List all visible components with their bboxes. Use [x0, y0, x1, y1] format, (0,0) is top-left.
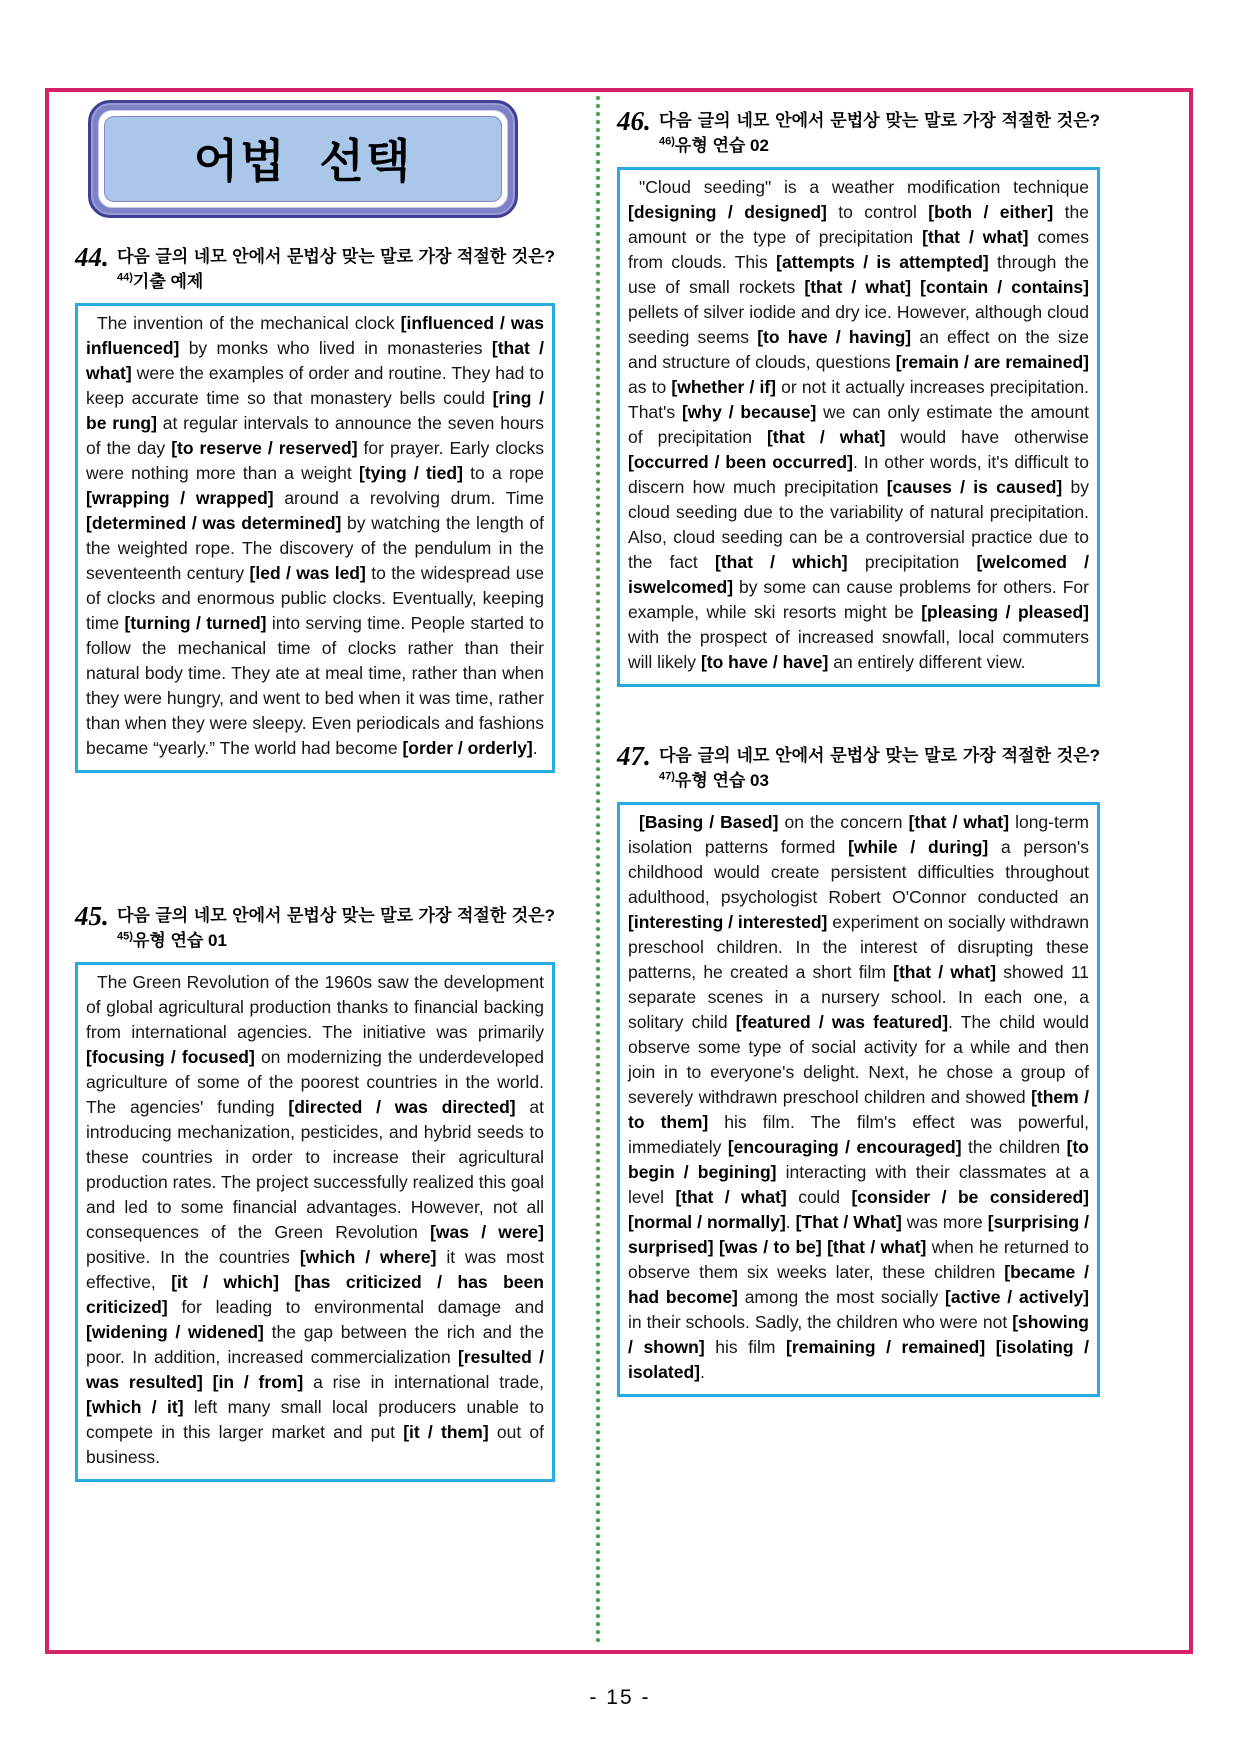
choice-bracket: [while / during] [848, 837, 989, 857]
question-prompt-text: 다음 글의 네모 안에서 문법상 맞는 말로 가장 적절한 것은? [659, 746, 1100, 765]
choice-bracket: [directed / was directed] [288, 1097, 516, 1117]
passage-fragment: would have otherwise [885, 427, 1090, 447]
passage-fragment [911, 277, 920, 297]
choice-bracket: [contain / contains] [920, 277, 1089, 297]
passage-fragment: as to [628, 377, 672, 397]
choice-bracket: [showing / shown] [628, 1312, 1089, 1357]
title-banner [88, 100, 518, 218]
passage-fragment: his film. The film's effect was powerful, immediately [628, 1112, 1089, 1157]
passage-fragment: for leading to environmental damage and [167, 1297, 544, 1317]
passage-fragment: a rise in international trade, [303, 1372, 544, 1392]
choice-bracket: [that / which] [715, 552, 848, 572]
question-prompt-text: 다음 글의 네모 안에서 문법상 맞는 말로 가장 적절한 것은? [117, 906, 555, 925]
page-title: 어법 선택 [193, 135, 413, 187]
choice-bracket: [order / orderly] [402, 738, 533, 758]
question-45-header [75, 903, 555, 953]
passage-fragment: positive. In the countries [86, 1247, 300, 1267]
choice-bracket: [surprising / surprised] [628, 1212, 1090, 1257]
passage-text [86, 970, 544, 1470]
choice-bracket: [Basing / Based] [639, 812, 779, 832]
passage-fragment: at regular intervals to announce the seven hours of the day [86, 413, 544, 458]
passage-fragment: . [532, 738, 538, 758]
choice-bracket: [ring / be rung] [86, 388, 544, 433]
question-source-tag: 유형 연습 01 [132, 931, 227, 950]
choice-bracket: [isolating / isolated] [628, 1337, 1090, 1382]
choice-bracket: [pleasing / pleased] [921, 602, 1089, 622]
page-number: - 15 - [589, 1686, 651, 1709]
passage-fragment: on modernizing the underdeveloped agriculture of some of the poorest countries in the world. The agencies' funding [86, 1047, 545, 1117]
question-prompt [659, 743, 1100, 793]
question-source-tag: 유형 연습 02 [674, 136, 769, 155]
column-divider [596, 96, 600, 1644]
choice-bracket: [That / What] [795, 1212, 902, 1232]
question-prompt-text: 다음 글의 네모 안에서 문법상 맞는 말로 가장 적절한 것은? [659, 111, 1100, 130]
passage-fragment: . [699, 1362, 705, 1382]
passage-fragment: The Green Revolution of the 1960s saw the development of global agricultural production thanks to financial backing from international agencies. The initiative was primarily [86, 972, 544, 1042]
passage-fragment [279, 1272, 294, 1292]
question-47-header [617, 743, 1100, 793]
passage-fragment: it was most effective, [86, 1247, 544, 1292]
passage-fragment: an entirely different view. [828, 652, 1026, 672]
choice-bracket: [turning / turned] [124, 613, 267, 633]
choice-bracket: [it / which] [171, 1272, 279, 1292]
choice-bracket: [that / what] [86, 338, 544, 383]
passage-fragment: for prayer. Early clocks were nothing more than a weight [86, 438, 544, 483]
question-44-header [75, 244, 555, 294]
choice-bracket: [that / what] [893, 962, 997, 982]
passage-fragment: when he returned to observe them six weeks later, these children [628, 1237, 1090, 1282]
choice-bracket: [to have / having] [757, 327, 912, 347]
passage-fragment: . [785, 1212, 796, 1232]
choice-bracket: [interesting / interested] [628, 912, 828, 932]
question-number: 47. [617, 741, 651, 771]
choice-bracket: [became / had become] [628, 1262, 1089, 1307]
passage-text [628, 175, 1089, 675]
passage-fragment: by cloud seeding due to the variability of natural precipitation. Also, cloud seeding can be a controversial practice due to the fact [628, 477, 1089, 572]
passage-fragment: . The child would observe some type of social activity for a while and then join in to everyone's delight. Next, he chose a group of severely withdrawn preschool children and showed [628, 1012, 1089, 1107]
passage-fragment: by watching the length of the weighted rope. The discovery of the pendulum in the seventeenth century [86, 513, 544, 583]
choice-bracket: [attempts / is attempted] [776, 252, 989, 272]
choice-bracket: [welcomed / iswelcomed] [628, 552, 1089, 597]
passage-fragment: by some can cause problems for others. For example, while ski resorts might be [628, 577, 1089, 622]
passage-fragment: to control [826, 202, 929, 222]
choice-bracket: [remain / are remained] [895, 352, 1089, 372]
passage-fragment: . In other words, it's difficult to discern how much precipitation [628, 452, 1089, 497]
passage-text [86, 311, 544, 761]
choice-bracket: [encouraging / encouraged] [727, 1137, 962, 1157]
passage-fragment: the gap between the rich and the poor. In addition, increased commercialization [86, 1322, 544, 1367]
choice-bracket: [remaining / remained] [786, 1337, 986, 1357]
choice-bracket: [was / to be] [718, 1237, 822, 1257]
passage-fragment: to a rope [462, 463, 544, 483]
choice-bracket: [that / what] [908, 812, 1010, 832]
choice-bracket: [causes / is caused] [886, 477, 1063, 497]
passage-box-46 [617, 167, 1100, 687]
choice-bracket: [that / what] [922, 227, 1029, 247]
passage-fragment: the children [961, 1137, 1067, 1157]
choice-bracket: [active / actively] [945, 1287, 1090, 1307]
choice-bracket: [them / to them] [628, 1087, 1089, 1132]
choice-bracket: [to reserve / reserved] [171, 438, 358, 458]
question-prompt [117, 244, 555, 294]
passage-text [628, 810, 1089, 1385]
question-footnote-number: 44) [117, 271, 133, 284]
choice-bracket: [occurred / been occurred] [628, 452, 853, 472]
passage-fragment: were the examples of order and routine. They had to keep accurate time so that monastery bells could [86, 363, 544, 408]
right-column [617, 100, 1100, 1397]
passage-fragment: the amount or the type of precipitation [628, 202, 1089, 247]
passage-fragment: long-term isolation patterns formed [628, 812, 1089, 857]
passage-fragment: out of business. [86, 1422, 544, 1467]
choice-bracket: [that / what] [675, 1187, 787, 1207]
passage-box-44 [75, 303, 555, 773]
choice-bracket: [that / what] [766, 427, 886, 447]
choice-bracket: [to begin / begining] [628, 1137, 1089, 1182]
choice-bracket: [in / from] [212, 1372, 304, 1392]
choice-bracket: [influenced / was influenced] [86, 313, 544, 358]
question-number: 45. [75, 901, 109, 931]
passage-fragment: The invention of the mechanical clock [97, 313, 401, 333]
choice-bracket: [whether / if] [671, 377, 776, 397]
passage-box-45 [75, 962, 555, 1482]
passage-fragment: we can only estimate the amount of precipitation [628, 402, 1089, 447]
choice-bracket: [which / it] [86, 1397, 184, 1417]
passage-fragment: at introducing mechanization, pesticides, and hybrid seeds to these countries in order to increase their agricultural production rates. The project successfully realized this goal and led to some financial advantages. However, not all consequences of the Green Revolution [86, 1097, 544, 1242]
passage-fragment: around a revolving drum. Time [273, 488, 544, 508]
choice-bracket: [wrapping / wrapped] [86, 488, 274, 508]
question-number: 46. [617, 106, 651, 136]
passage-fragment: his film [704, 1337, 787, 1357]
passage-fragment: in their schools. Sadly, the children who were not [628, 1312, 1013, 1332]
left-column [75, 100, 555, 1482]
question-footnote-number: 47) [659, 770, 675, 783]
question-source-tag: 유형 연습 03 [674, 771, 769, 790]
choice-bracket: [designing / designed] [628, 202, 827, 222]
passage-fragment: comes from clouds. This [628, 227, 1089, 272]
choice-bracket: [led / was led] [249, 563, 366, 583]
choice-bracket: [focusing / focused] [86, 1047, 255, 1067]
choice-bracket: [widening / widened] [86, 1322, 264, 1342]
choice-bracket: [it / them] [403, 1422, 489, 1442]
question-source-tag: 기출 예제 [132, 272, 204, 291]
question-prompt [659, 108, 1100, 158]
passage-fragment [203, 1372, 213, 1392]
choice-bracket: [was / were] [430, 1222, 544, 1242]
passage-fragment: pellets of silver iodide and dry ice. However, although cloud seeding seems [628, 302, 1089, 347]
passage-fragment: interacting with their classmates at a level [628, 1162, 1090, 1207]
passage-fragment: on the concern [778, 812, 909, 832]
passage-fragment: "Cloud seeding" is a weather modification technique [639, 177, 1089, 197]
choice-bracket: [determined / was determined] [86, 513, 342, 533]
question-prompt-text: 다음 글의 네모 안에서 문법상 맞는 말로 가장 적절한 것은? [117, 247, 555, 266]
passage-fragment: could [786, 1187, 852, 1207]
passage-fragment: into serving time. People started to follow the mechanical time of clocks rather than their natural body time. They ate at meal time, rather than when they were hungry, and went to bed when it was time, rather than when they were sleepy. Even periodicals and fashions became “yearly.” The world had become [86, 613, 544, 758]
passage-fragment: was more [901, 1212, 988, 1232]
passage-fragment: among the most socially [737, 1287, 946, 1307]
passage-fragment: an effect on the size and structure of clouds, questions [628, 327, 1089, 372]
question-46-header [617, 108, 1100, 158]
question-footnote-number: 46) [659, 135, 675, 148]
choice-bracket: [has criticized / has been criticized] [86, 1272, 544, 1317]
passage-fragment: through the use of small rockets [628, 252, 1090, 297]
passage-fragment [985, 1337, 996, 1357]
passage-box-47 [617, 802, 1100, 1397]
choice-bracket: [consider / be considered] [851, 1187, 1090, 1207]
passage-fragment: or not it actually increases precipitation. That's [628, 377, 1089, 422]
title-banner-inner-ring [98, 110, 508, 208]
question-footnote-number: 45) [117, 930, 133, 943]
passage-fragment: showed 11 separate scenes in a nursery school. In each one, a solitary child [628, 962, 1089, 1032]
choice-bracket: [tying / tied] [359, 463, 463, 483]
choice-bracket: [normal / normally] [628, 1212, 786, 1232]
passage-fragment: left many small local producers unable to compete in this larger market and put [86, 1397, 544, 1442]
choice-bracket: [featured / was featured] [735, 1012, 949, 1032]
passage-fragment: precipitation [847, 552, 977, 572]
title-banner-fill [104, 116, 502, 202]
passage-fragment: experiment on socially withdrawn preschool children. In the interest of disrupting these patterns, he created a short film [628, 912, 1089, 982]
choice-bracket: [that / what] [827, 1237, 927, 1257]
passage-fragment: a person's childhood would create persistent difficulties throughout adulthood, psychologist Robert O'Connor conducted an [628, 837, 1089, 907]
question-number: 44. [75, 242, 109, 272]
passage-fragment: by monks who lived in monasteries [179, 338, 492, 358]
passage-fragment: to the widespread use of clocks and enormous public clocks. Eventually, keeping time [86, 563, 544, 633]
choice-bracket: [why / because] [681, 402, 817, 422]
choice-bracket: [that / what] [804, 277, 912, 297]
choice-bracket: [which / where] [299, 1247, 437, 1267]
choice-bracket: [to have / have] [700, 652, 829, 672]
passage-fragment: with the prospect of increased snowfall, local commuters will likely [628, 627, 1089, 672]
choice-bracket: [both / either] [928, 202, 1054, 222]
question-prompt [117, 903, 555, 953]
choice-bracket: [resulted / was resulted] [86, 1347, 544, 1392]
